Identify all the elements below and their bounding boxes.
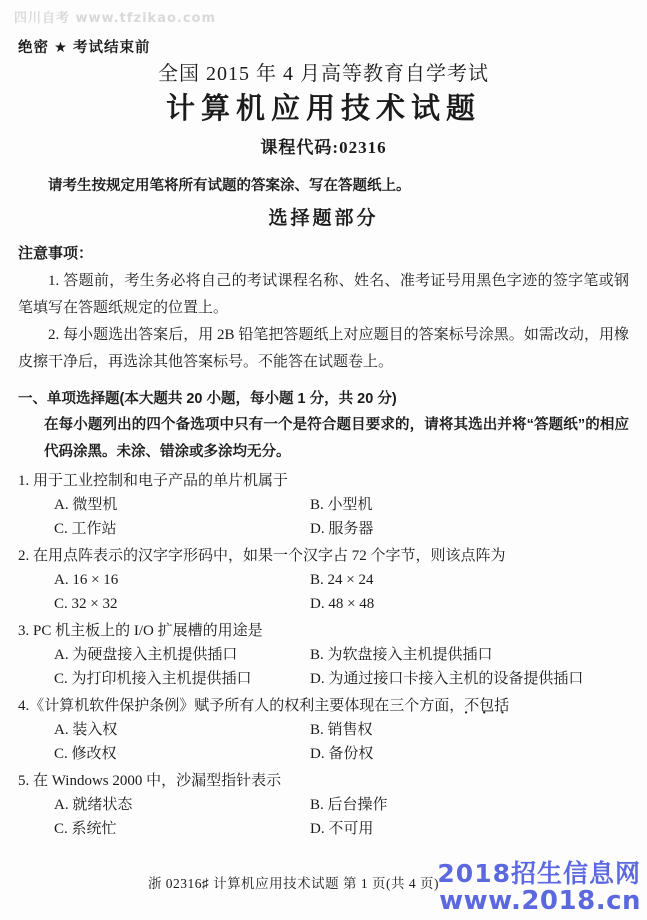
question-3-option-c: C. 为打印机接入主机提供插口	[54, 671, 252, 687]
question-5	[18, 769, 629, 841]
paper-title: 计算机应用技术试题	[165, 93, 481, 125]
question-1-stem: 1. 用于工业控制和电子产品的单片机属于	[18, 473, 289, 489]
question-4	[18, 694, 629, 766]
question-5-stem: 5. 在 Windows 2000 中，沙漏型指针表示	[18, 773, 282, 789]
question-4-stem	[18, 694, 629, 718]
question-3-option-a: A. 为硬盘接入主机提供插口	[54, 647, 238, 663]
question-2-option-a: A. 16 × 16	[54, 572, 119, 588]
question-2-option-b: B. 24 × 24	[310, 572, 374, 588]
security-classification: 绝密 ★ 考试结束前	[18, 40, 151, 56]
bottom-watermark-site-name: 2018招生信息网	[437, 858, 641, 888]
question-2-option-c: C. 32 × 32	[54, 596, 118, 612]
question-4-option-b: B. 销售权	[310, 722, 373, 738]
notes-title: 注意事项：	[18, 246, 94, 262]
bottom-watermark-url: www.2018.cn	[439, 886, 641, 917]
question-2-option-d: D. 48 × 48	[310, 596, 375, 612]
question-4-option-c: C. 修改权	[54, 746, 117, 762]
question-3-stem: 3. PC 机主板上的 I/O 扩展槽的用途是	[18, 623, 263, 639]
top-watermark: 四川自考 www.tfzikao.com	[14, 11, 217, 26]
answer-instruction-line: 请考生按规定用笔将所有试题的答案涂、写在答题纸上。	[48, 178, 411, 194]
question-2-stem: 2. 在用点阵表示的汉字字形码中，如果一个汉字占 72 个字节，则该点阵为	[18, 548, 506, 564]
question-5-option-a: A. 就绪状态	[54, 797, 133, 813]
question-3-options	[54, 643, 629, 691]
question-1-option-a: A. 微型机	[54, 497, 118, 513]
section-one-instructions: 在每小题列出的四个备选项中只有一个是符合题目要求的，请将其选出并将“答题纸”的相应代码涂黑。未涂、错涂或多涂均无分。	[44, 417, 629, 460]
question-3-option-d: D. 为通过接口卡接入主机的设备提供插口	[310, 671, 584, 687]
question-1-option-c: C. 工作站	[54, 521, 117, 537]
question-5-options	[54, 793, 629, 841]
course-code: 课程代码:02316	[260, 138, 387, 157]
question-2	[18, 544, 629, 616]
question-1-option-d: D. 服务器	[310, 521, 374, 537]
exam-session-title: 全国 2015 年 4 月高等教育自学考试	[158, 63, 489, 85]
section-one-heading: 一、单项选择题(本大题共 20 小题，每小题 1 分，共 20 分)	[18, 391, 397, 407]
question-1	[18, 469, 629, 541]
part-title: 选择题部分	[268, 208, 379, 229]
note-item-2: 2. 每小题选出答案后，用 2B 铅笔把答题纸上对应题目的答案标号涂黑。如需改动，用橡皮擦干净后，再选涂其他答案标号。不能答在试题卷上。	[18, 327, 629, 370]
question-3-option-b: B. 为软盘接入主机提供插口	[310, 647, 493, 663]
note-item-1: 1. 答题前，考生务必将自己的考试课程名称、姓名、准考证号用黑色字迹的签字笔或钢笔填写在答题纸规定的位置上。	[18, 273, 629, 316]
question-1-options	[54, 493, 629, 541]
page-footer-info: 浙 02316♯ 计算机应用技术试题 第 1 页(共 4 页)	[147, 876, 440, 891]
question-4-stem-text: 4.《计算机软件保护条例》赋予所有人的权利主要体现在三个方面，	[18, 698, 465, 714]
bottom-watermark	[437, 860, 641, 916]
question-5-option-c: C. 系统忙	[54, 821, 117, 837]
question-2-options	[54, 568, 629, 616]
question-4-options	[54, 718, 629, 766]
paper-body	[18, 244, 629, 841]
question-5-option-b: B. 后台操作	[310, 797, 388, 813]
question-4-stem-emphasized: 不包括 · · ·	[464, 698, 509, 714]
question-1-option-b: B. 小型机	[310, 497, 373, 513]
question-3	[18, 619, 629, 691]
question-4-option-a: A. 装入权	[54, 722, 118, 738]
question-5-option-d: D. 不可用	[310, 821, 374, 837]
question-4-option-d: D. 备份权	[310, 746, 374, 762]
